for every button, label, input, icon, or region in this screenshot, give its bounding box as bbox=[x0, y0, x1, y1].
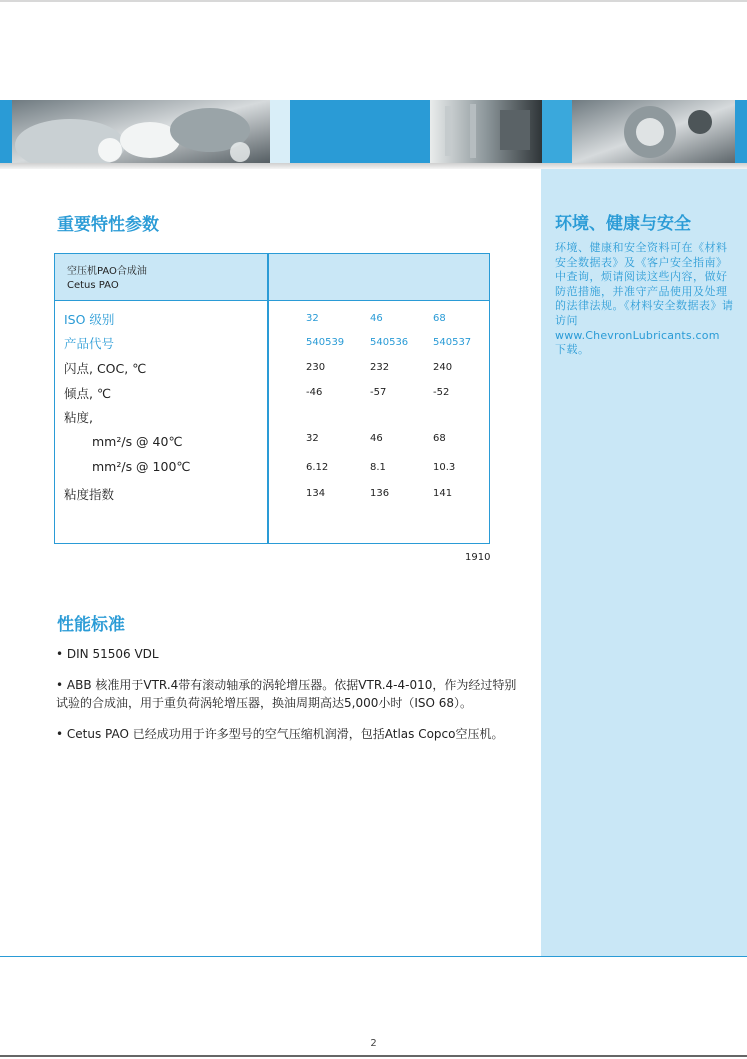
sidebar-text: 环境、健康和安全资料可在《材料安全数据表》及《客户安全指南》中查询，烦请阅读这些内容，做好防范措施，并准守产品使用及处理的法律法规。《材料安全数据表》请访问 bbox=[555, 241, 734, 327]
section-title-performance-standards: 性能标准 bbox=[57, 615, 125, 635]
cell-code-68: 540537 bbox=[433, 337, 472, 348]
sidebar-body bbox=[555, 241, 735, 358]
sidebar-title: 环境、健康与安全 bbox=[555, 214, 691, 234]
table-header-text bbox=[67, 265, 147, 293]
row-label-flash-point: 闪点, COC, ℃ bbox=[64, 361, 147, 376]
bottom-rule bbox=[0, 1055, 747, 1057]
cell-iso-68: 68 bbox=[433, 313, 446, 324]
sidebar-suffix: 下载。 bbox=[555, 343, 590, 357]
cell-pour-46: -57 bbox=[370, 387, 387, 398]
banner-graphic bbox=[0, 100, 747, 163]
footer-rule bbox=[0, 956, 747, 957]
cell-vi-32: 134 bbox=[306, 488, 326, 499]
cell-flash-68: 240 bbox=[433, 362, 453, 373]
cell-v100-68: 10.3 bbox=[433, 462, 456, 473]
table-header-line2: Cetus PAO bbox=[67, 280, 119, 291]
cell-iso-46: 46 bbox=[370, 313, 383, 324]
row-label-viscosity: 粘度, bbox=[64, 410, 93, 425]
cell-vi-68: 141 bbox=[433, 488, 453, 499]
table-header-line1: 空压机PAO合成油 bbox=[67, 266, 147, 277]
row-label-viscosity-100: mm²/s @ 100℃ bbox=[92, 459, 191, 474]
page-number: 2 bbox=[370, 1038, 377, 1049]
cell-code-32: 540539 bbox=[306, 337, 345, 348]
cell-v100-32: 6.12 bbox=[306, 462, 329, 473]
row-label-product-code: 产品代号 bbox=[64, 336, 115, 351]
cell-pour-32: -46 bbox=[306, 387, 323, 398]
cell-v40-32: 32 bbox=[306, 433, 319, 444]
standard-item: • DIN 51506 VDL bbox=[56, 647, 159, 661]
header-photo-banner bbox=[0, 100, 747, 163]
row-label-pour-point: 倾点, ℃ bbox=[64, 386, 111, 401]
cell-v100-46: 8.1 bbox=[370, 462, 386, 473]
table-divider bbox=[267, 254, 269, 543]
table-header bbox=[55, 254, 489, 301]
row-label-viscosity-40: mm²/s @ 40℃ bbox=[92, 434, 183, 449]
cell-pour-68: -52 bbox=[433, 387, 450, 398]
standard-item: • ABB 核准用于VTR.4带有滚动轴承的涡轮增压器。依据VTR.4-4-010，作为经过特别试验的合成油，用于重负荷涡轮增压器，换油周期高达5,000小时（ISO 68）。 bbox=[56, 678, 517, 710]
cell-code-46: 540536 bbox=[370, 337, 409, 348]
cell-v40-68: 68 bbox=[433, 433, 446, 444]
properties-table bbox=[54, 253, 490, 544]
ehs-sidebar bbox=[541, 169, 747, 957]
top-rule bbox=[0, 0, 747, 2]
cell-v40-46: 46 bbox=[370, 433, 383, 444]
cell-flash-46: 232 bbox=[370, 362, 390, 373]
document-code: 1910 bbox=[465, 552, 491, 563]
row-label-iso-grade: ISO 级别 bbox=[64, 312, 115, 327]
section-title-key-properties: 重要特性参数 bbox=[57, 215, 159, 235]
cell-flash-32: 230 bbox=[306, 362, 326, 373]
cell-iso-32: 32 bbox=[306, 313, 319, 324]
standard-item: • Cetus PAO 已经成功用于许多型号的空气压缩机润滑，包括Atlas Copco空压机。 bbox=[56, 727, 504, 741]
cell-vi-46: 136 bbox=[370, 488, 390, 499]
chevron-website-link[interactable]: www.ChevronLubricants.com bbox=[555, 328, 720, 342]
row-label-viscosity-index: 粘度指数 bbox=[64, 487, 115, 502]
